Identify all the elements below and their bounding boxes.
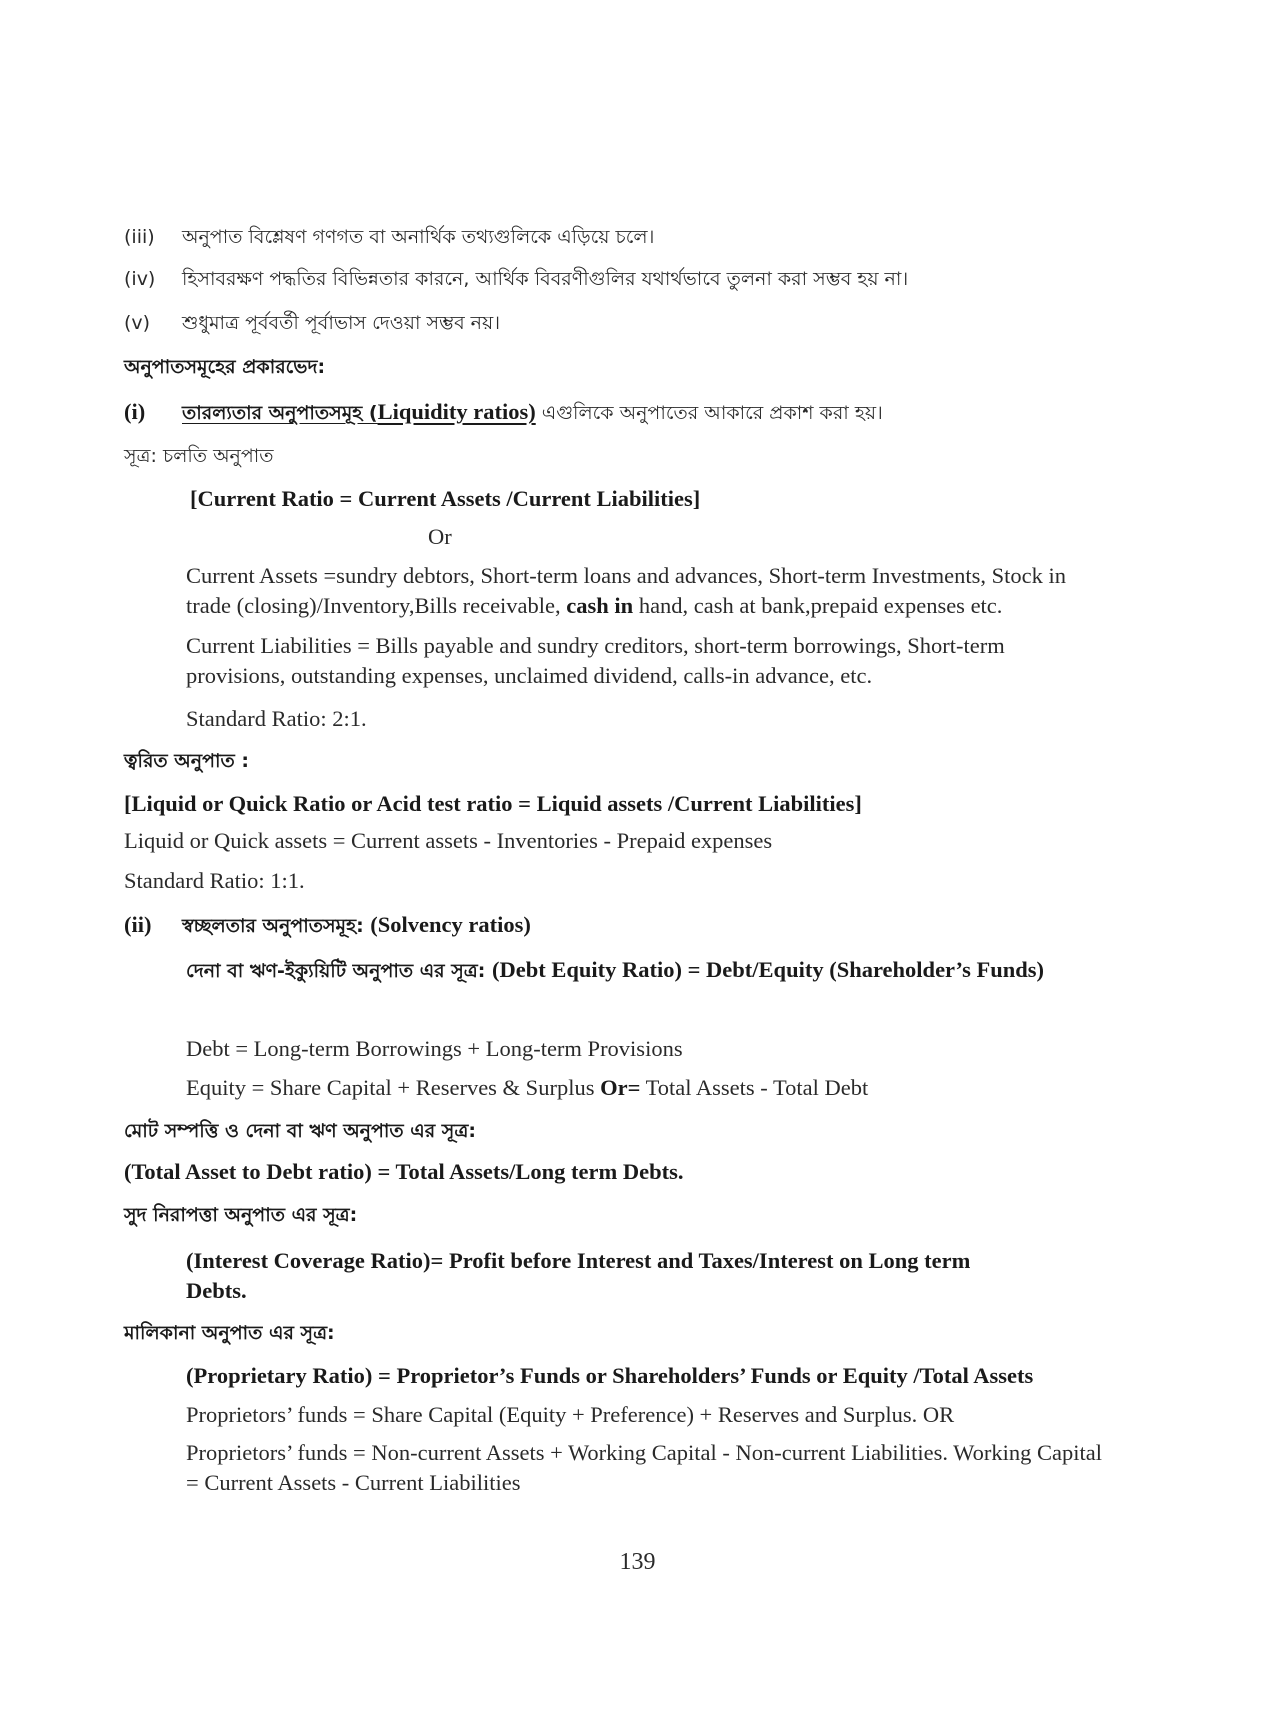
- liquidity-ratios-item: [124, 397, 883, 428]
- text-span: hand, cash at bank,prepaid expenses etc.: [633, 593, 1003, 618]
- list-number: (iv): [124, 268, 156, 290]
- quick-ratio-formula: [Liquid or Quick Ratio or Acid test ratio = Liquid assets /Current Liabilities]: [124, 791, 862, 816]
- list-number: (iii): [124, 226, 155, 248]
- current-liabilities-definition: Current Liabilities = Bills payable and sundry creditors, short-term borrowings, Short-term: [186, 633, 1005, 658]
- liquidity-title-bn: তারল্যতার অনুপাতসমূহ (: [182, 402, 378, 424]
- list-text: হিসাবরক্ষণ পদ্ধতির বিভিন্নতার কারনে, আর্থিক বিবরণীগুলির যথার্থভাবে তুলনা করা সম্ভব হয় না।: [182, 268, 909, 290]
- formula-text: (Debt Equity Ratio) = Debt/Equity (Shareholder’s Funds): [491, 957, 1045, 982]
- standard-ratio: Standard Ratio: 1:1.: [124, 868, 305, 893]
- list-item: [124, 264, 908, 294]
- list-number: (v): [124, 312, 151, 334]
- proprietors-funds-definition-alt-cont: = Current Assets - Current Liabilities: [186, 1470, 521, 1495]
- proprietary-heading: মালিকানা অনুপাত এর সূত্র:: [124, 1322, 335, 1344]
- interest-coverage-formula: (Interest Coverage Ratio)= Profit before Interest and Taxes/Interest on Long term: [186, 1248, 971, 1273]
- total-asset-debt-formula: (Total Asset to Debt ratio) = Total Assets/Long term Debts.: [124, 1159, 684, 1184]
- bold-span: cash in: [566, 593, 634, 618]
- page-number: 139: [619, 1549, 656, 1575]
- total-asset-debt-heading: মোট সম্পত্তি ও দেনা বা ঋণ অনুপাত এর সূত্র:: [124, 1120, 476, 1142]
- list-item: [124, 308, 500, 338]
- list-item: [124, 222, 654, 252]
- equity-definition: [186, 1073, 868, 1103]
- current-assets-definition: Current Assets =sundry debtors, Short-term loans and advances, Short-term Investments, Stock in: [186, 563, 1067, 588]
- liquidity-title-en: Liquidity ratios): [377, 399, 536, 424]
- debt-definition: Debt = Long-term Borrowings + Long-term Provisions: [186, 1036, 683, 1061]
- current-ratio-formula: [Current Ratio = Current Assets /Current Liabilities]: [190, 486, 701, 511]
- proprietors-funds-definition: Proprietors’ funds = Share Capital (Equity + Preference) + Reserves and Surplus. OR: [186, 1402, 955, 1427]
- solvency-title-en: (Solvency ratios): [370, 912, 531, 937]
- debt-equity-formula: [186, 955, 1044, 986]
- formula-label: সূত্র: চলতি অনুপাত: [124, 445, 274, 467]
- text-span: Total Assets - Total Debt: [640, 1075, 869, 1100]
- quick-ratio-heading: ত্বরিত অনুপাত :: [124, 750, 249, 772]
- item-number: (i): [124, 399, 146, 424]
- quick-assets-definition: Liquid or Quick assets = Current assets - Inventories - Prepaid expenses: [124, 828, 773, 853]
- proprietors-funds-definition-alt: Proprietors’ funds = Non-current Assets + Working Capital - Non-current Liabilities. Working Capital: [186, 1440, 1102, 1465]
- solvency-title-bn: স্বচ্ছলতার অনুপাতসমূহ:: [182, 915, 371, 937]
- interest-coverage-formula-cont: Debts.: [186, 1278, 247, 1303]
- liquidity-description: এগুলিকে অনুপাতের আকারে প্রকাশ করা হয়।: [535, 402, 883, 424]
- interest-coverage-heading: সুদ নিরাপত্তা অনুপাত এর সূত্র:: [124, 1204, 358, 1226]
- list-text: অনুপাত বিশ্লেষণ গণগত বা অনার্থিক তথ্যগুলিকে এড়িয়ে চলে।: [182, 226, 655, 248]
- text-span: Equity = Share Capital + Reserves & Surplus: [186, 1075, 601, 1100]
- proprietary-formula: (Proprietary Ratio) = Proprietor’s Funds or Shareholders’ Funds or Equity /Total Assets: [186, 1363, 1034, 1388]
- bold-span: Or=: [600, 1075, 641, 1100]
- current-liabilities-definition-cont: provisions, outstanding expenses, unclaimed dividend, calls-in advance, etc.: [186, 663, 873, 688]
- text-span: trade (closing)/Inventory,Bills receivable,: [186, 593, 567, 618]
- list-text: শুধুমাত্র পূর্ববর্তী পূর্বাভাস দেওয়া সম্ভব নয়।: [182, 312, 501, 334]
- solvency-ratios-item: [124, 910, 531, 941]
- item-number: (ii): [124, 912, 152, 937]
- current-assets-definition-cont: [186, 591, 1002, 621]
- section-heading: অনুপাতসমূহের প্রকারভেদ:: [124, 356, 326, 378]
- standard-ratio: Standard Ratio: 2:1.: [186, 706, 367, 731]
- formula-label-bn: দেনা বা ঋণ-ইক্যুয়িটি অনুপাত এর সূত্র:: [186, 960, 492, 982]
- or-text: Or: [428, 524, 452, 549]
